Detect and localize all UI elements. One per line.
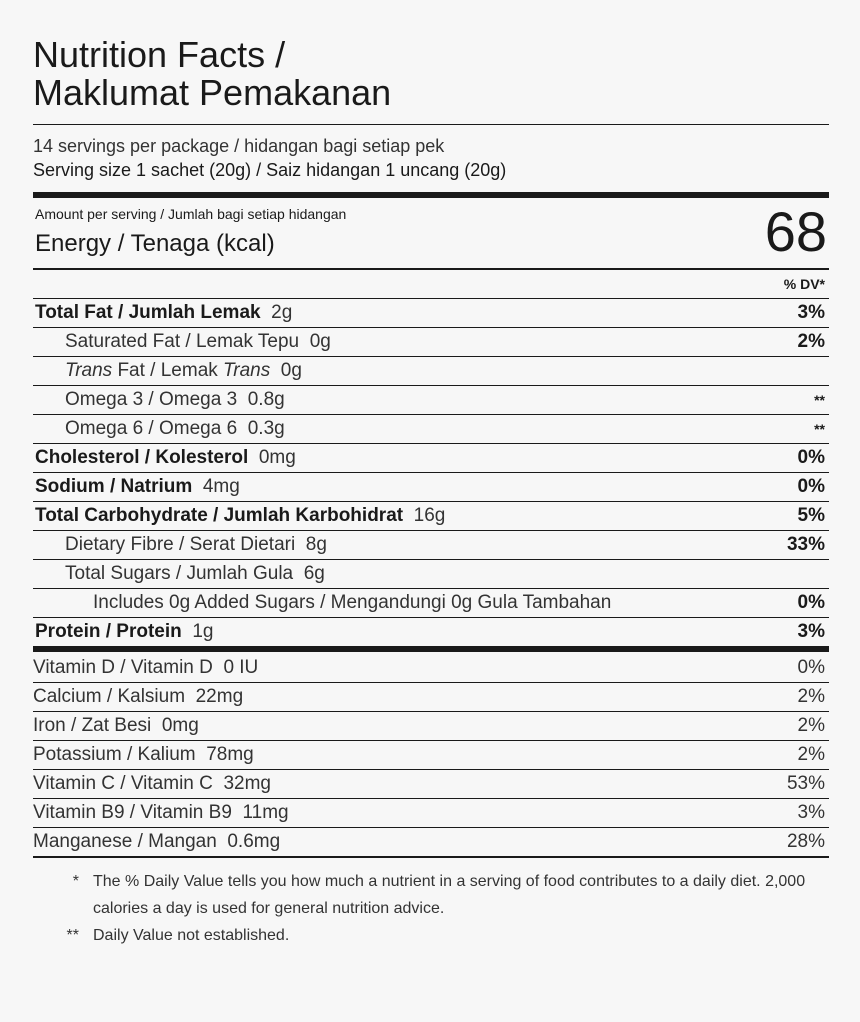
nutrient-row-saturated-fat bbox=[33, 327, 829, 356]
nutrient-amount: 0g bbox=[309, 331, 331, 352]
nutrient-list bbox=[33, 298, 829, 646]
vitamin-row bbox=[33, 682, 829, 711]
nutrient-row-omega-3 bbox=[33, 385, 829, 414]
vitamin-row bbox=[33, 711, 829, 740]
title-line-2: Maklumat Pemakanan bbox=[33, 72, 392, 113]
vitamin-dv: 0% bbox=[797, 657, 825, 678]
nutrient-name: Total Fat / Jumlah Lemak bbox=[35, 302, 261, 323]
vitamin-dv: 2% bbox=[797, 744, 825, 765]
vitamin-row bbox=[33, 654, 829, 682]
nutrient-dv: 0% bbox=[797, 476, 825, 497]
nutrient-amount: 8g bbox=[305, 534, 327, 555]
vitamin-name: Vitamin B9 / Vitamin B9 bbox=[33, 802, 232, 823]
energy-label: Energy / Tenaga (kcal) bbox=[35, 230, 275, 257]
vitamin-row bbox=[33, 798, 829, 827]
title-line-1: Nutrition Facts / bbox=[33, 34, 286, 75]
serving-size: Serving size 1 sachet (20g) / Saiz hidangan 1 uncang (20g) bbox=[33, 160, 507, 180]
nutrition-label bbox=[33, 36, 829, 949]
nutrient-dv: 3% bbox=[797, 302, 825, 323]
nutrient-name: Dietary Fibre / Serat Dietari bbox=[65, 534, 296, 555]
nutrient-name-italic: Trans bbox=[223, 360, 271, 381]
servings-per-package: 14 servings per package / hidangan bagi setiap pek bbox=[33, 136, 445, 156]
energy-value: 68 bbox=[764, 200, 827, 263]
nutrient-amount: 0.8g bbox=[247, 389, 285, 410]
nutrient-amount: 2g bbox=[271, 302, 293, 323]
footnote-text: The % Daily Value tells you how much a nutrient in a serving of food contributes to a daily diet. 2,000 calories a day is used for general nutrition advice. bbox=[93, 873, 806, 917]
nutrient-dv: ** bbox=[814, 421, 825, 437]
footnotes bbox=[33, 868, 829, 949]
nutrient-name: Fat / Lemak bbox=[112, 360, 224, 381]
vitamin-amount: 78mg bbox=[206, 744, 254, 765]
vitamin-name: Iron / Zat Besi bbox=[33, 715, 152, 736]
vitamin-dv: 3% bbox=[797, 802, 825, 823]
nutrient-name: Total Carbohydrate / Jumlah Karbohidrat bbox=[35, 505, 404, 526]
footnote-mark: * bbox=[72, 873, 79, 890]
nutrient-name: Includes 0g Added Sugars / Mengandungi 0g Gula Tambahan bbox=[93, 592, 612, 613]
vitamin-name: Vitamin D / Vitamin D bbox=[33, 657, 213, 678]
divider bbox=[33, 124, 829, 125]
vitamin-name: Manganese / Mangan bbox=[33, 831, 217, 852]
vitamin-amount: 11mg bbox=[242, 802, 289, 823]
nutrient-name: Cholesterol / Kolesterol bbox=[35, 447, 249, 468]
nutrient-amount: 0mg bbox=[258, 447, 296, 468]
nutrient-name: Omega 3 / Omega 3 bbox=[65, 389, 238, 410]
nutrient-row-total-sugars bbox=[33, 559, 829, 588]
nutrient-row-total-fat bbox=[33, 298, 829, 327]
nutrient-dv: 0% bbox=[797, 447, 825, 468]
nutrient-amount: 16g bbox=[413, 505, 446, 526]
nutrient-name: Omega 6 / Omega 6 bbox=[65, 418, 238, 439]
nutrient-amount: 1g bbox=[192, 621, 214, 642]
nutrient-row-added-sugars bbox=[33, 588, 829, 617]
footnote bbox=[33, 868, 829, 922]
nutrient-amount: 0g bbox=[280, 360, 302, 381]
footnote-mark: ** bbox=[66, 927, 79, 944]
vitamin-amount: 0mg bbox=[161, 715, 199, 736]
nutrient-row-omega-6 bbox=[33, 414, 829, 443]
nutrient-name-italic: Trans bbox=[65, 360, 113, 381]
nutrient-amount: 4mg bbox=[202, 476, 240, 497]
vitamin-dv: 28% bbox=[786, 831, 825, 852]
vitamin-list bbox=[33, 654, 829, 856]
nutrient-amount: 6g bbox=[303, 563, 325, 584]
nutrient-dv: 3% bbox=[797, 621, 825, 642]
nutrient-dv: 0% bbox=[797, 592, 825, 613]
vitamin-dv: 53% bbox=[786, 773, 825, 794]
footnote bbox=[33, 922, 829, 949]
vitamin-row bbox=[33, 769, 829, 798]
divider-medium bbox=[33, 856, 829, 858]
nutrient-row-sodium bbox=[33, 472, 829, 501]
nutrient-row-cholesterol bbox=[33, 443, 829, 472]
vitamin-amount: 22mg bbox=[195, 686, 244, 707]
nutrient-dv: 33% bbox=[786, 534, 825, 555]
nutrient-row-total-carbohydrate bbox=[33, 501, 829, 530]
nutrient-row-protein bbox=[33, 617, 829, 646]
vitamin-amount: 0 IU bbox=[223, 657, 259, 678]
amount-per-serving: Amount per serving / Jumlah bagi setiap hidangan bbox=[35, 206, 347, 222]
vitamin-name: Vitamin C / Vitamin C bbox=[33, 773, 213, 794]
nutrient-dv: 2% bbox=[797, 331, 825, 352]
footnote-text: Daily Value not established. bbox=[93, 927, 290, 944]
nutrient-name: Total Sugars / Jumlah Gula bbox=[65, 563, 294, 584]
nutrient-name: Sodium / Natrium bbox=[35, 476, 193, 497]
nutrient-dv: ** bbox=[814, 392, 825, 408]
vitamin-row bbox=[33, 827, 829, 856]
nutrient-name: Saturated Fat / Lemak Tepu bbox=[65, 331, 300, 352]
nutrient-name: Protein / Protein bbox=[35, 621, 182, 642]
divider-thick bbox=[33, 646, 829, 652]
vitamin-name: Potassium / Kalium bbox=[33, 744, 196, 765]
vitamin-dv: 2% bbox=[797, 686, 825, 707]
nutrient-row-trans-fat bbox=[33, 356, 829, 385]
label-title bbox=[33, 36, 829, 112]
dv-header: % DV* bbox=[783, 276, 825, 292]
vitamin-amount: 0.6mg bbox=[227, 831, 281, 852]
vitamin-row bbox=[33, 740, 829, 769]
nutrient-dv: 5% bbox=[797, 505, 825, 526]
nutrient-row-dietary-fibre bbox=[33, 530, 829, 559]
vitamin-dv: 2% bbox=[797, 715, 825, 736]
nutrient-amount: 0.3g bbox=[247, 418, 285, 439]
vitamin-name: Calcium / Kalsium bbox=[33, 686, 186, 707]
vitamin-amount: 32mg bbox=[223, 773, 271, 794]
energy-section bbox=[33, 198, 829, 268]
